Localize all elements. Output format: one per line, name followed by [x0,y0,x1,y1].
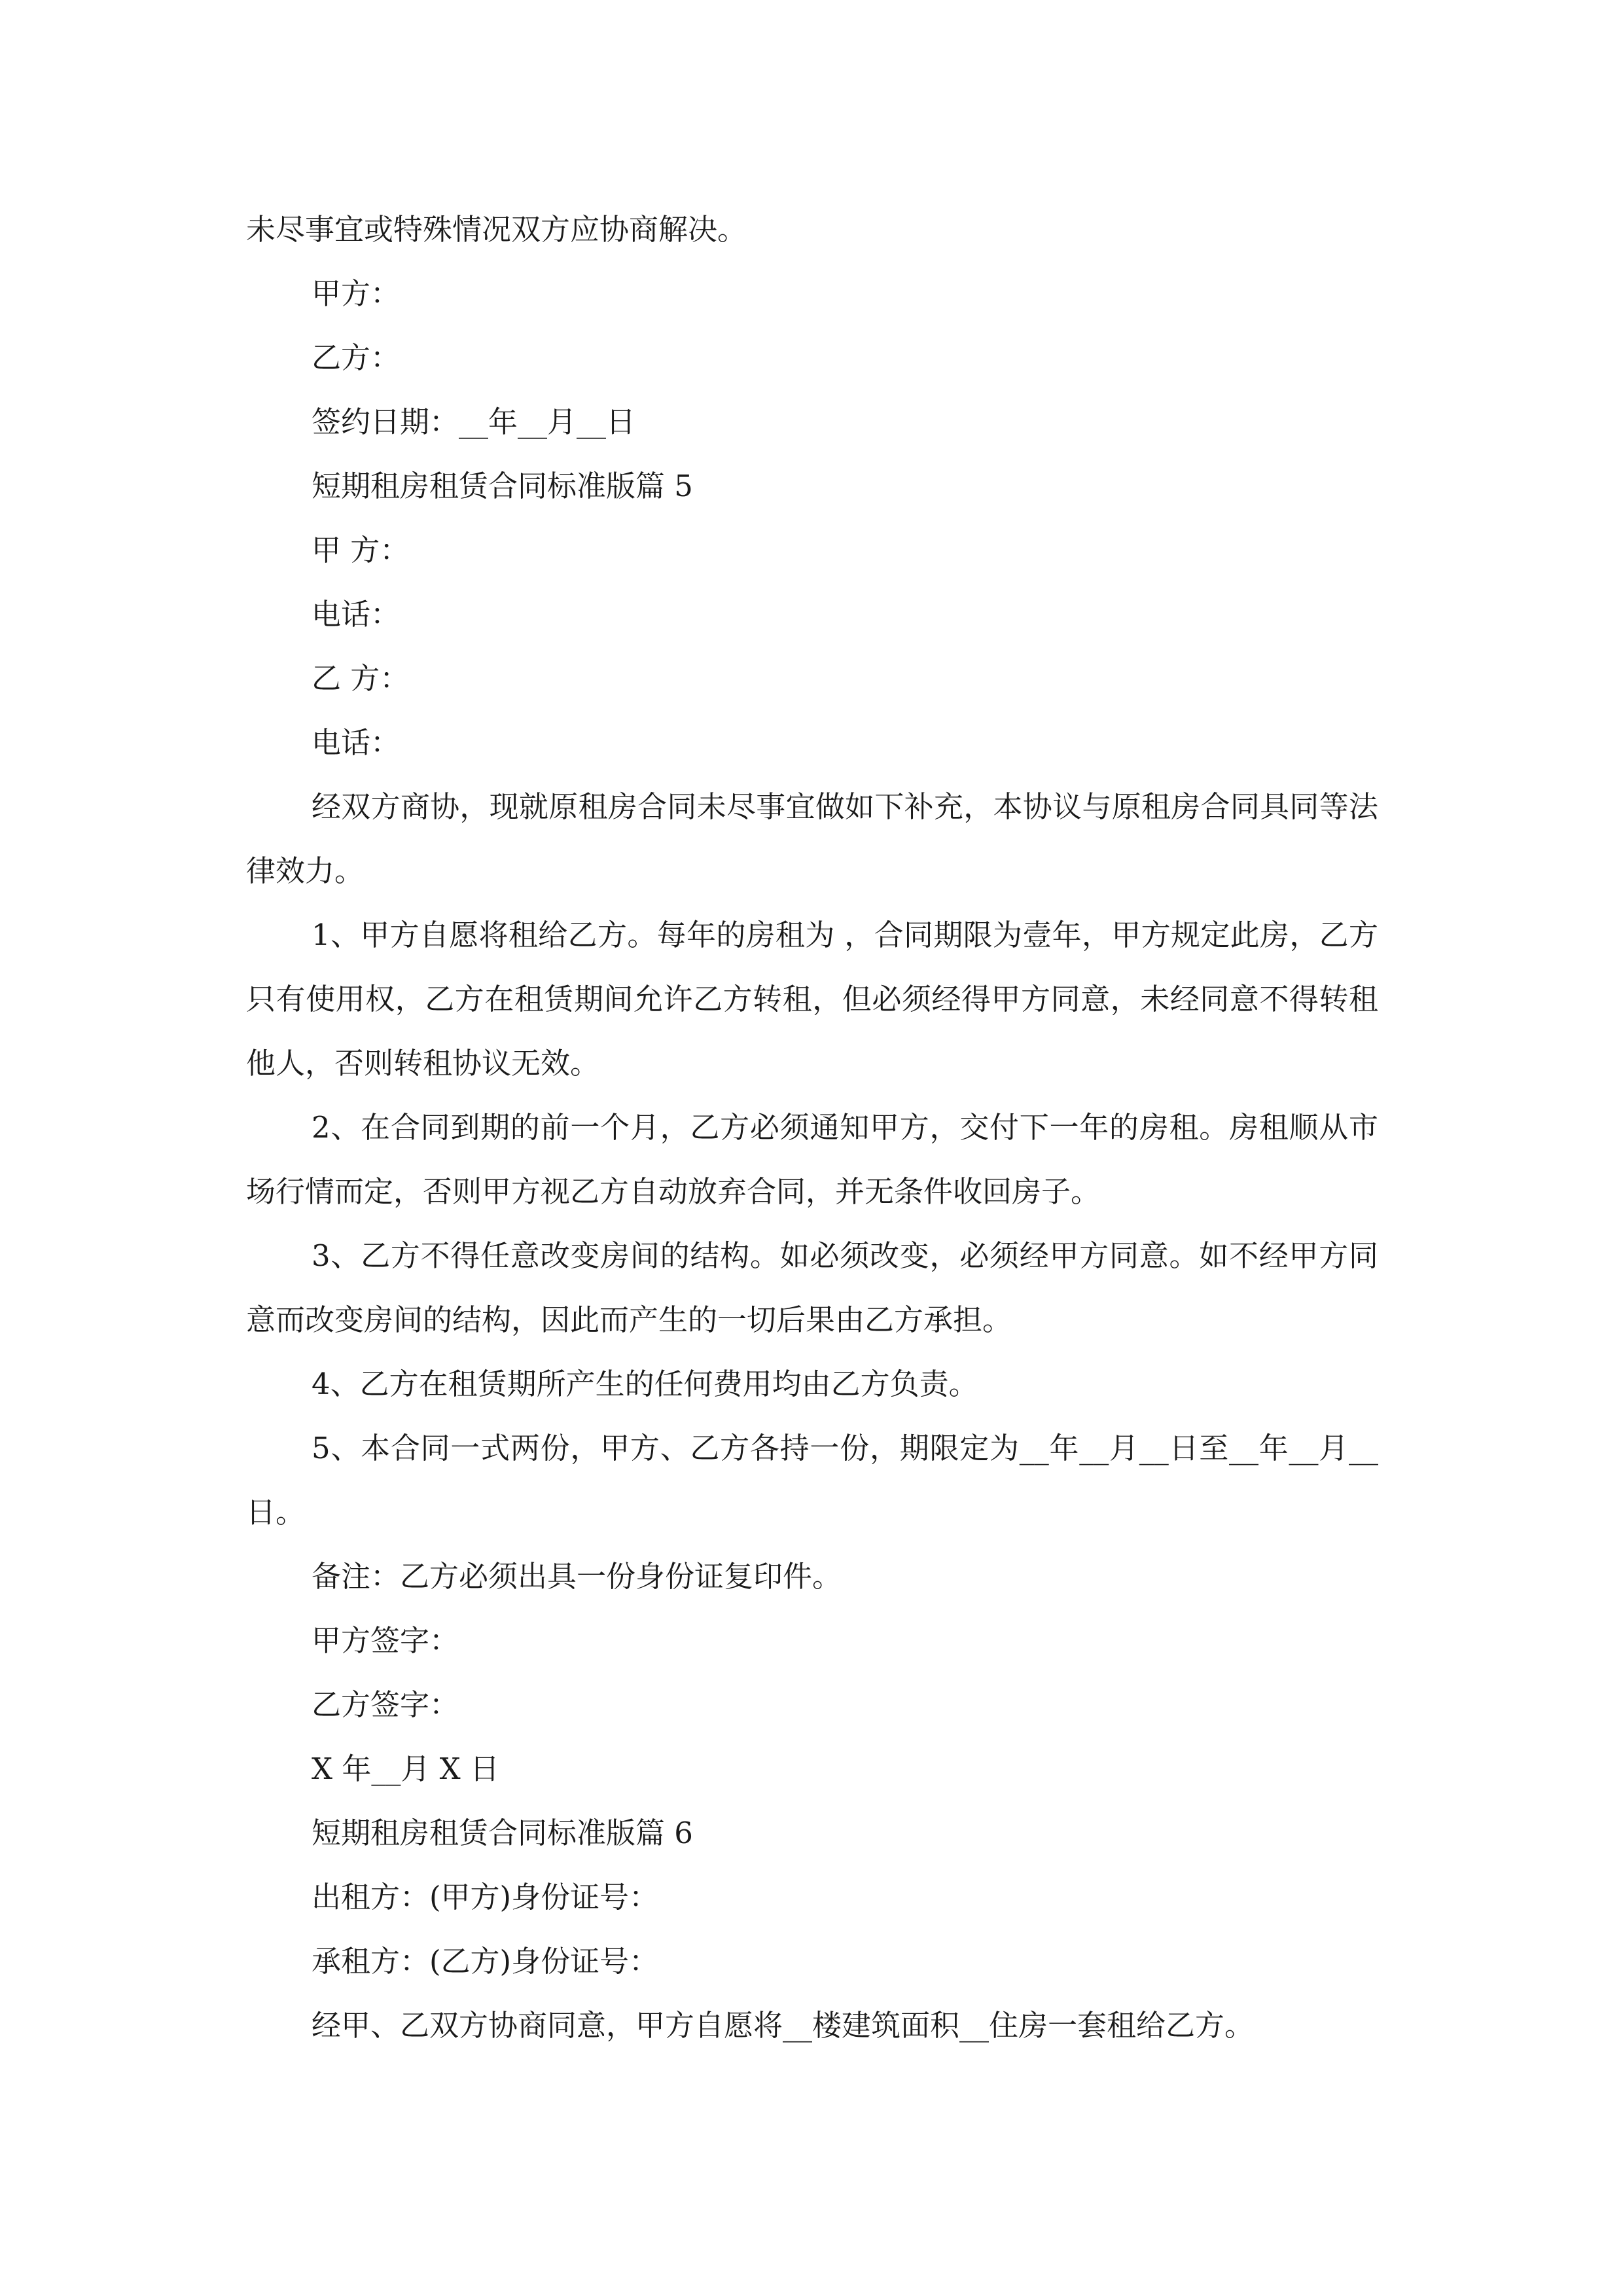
party-a-signature: 甲方签字： [312,1623,459,1658]
clause-4: 4、乙方在租赁期所产生的任何费用均由乙方负责。 [312,1367,978,1401]
lessee-line: 承租方：(乙方)身份证号： [312,1944,659,1979]
party-b-label: 乙 方： [312,661,410,696]
signature-date: X 年__月 X 日 [312,1751,499,1786]
remarks-line: 备注：乙方必须出具一份身份证复印件。 [312,1559,842,1594]
paragraph-closing-clause: 未尽事宜或特殊情况双方应协商解决。 [246,212,747,247]
clause-3: 3、乙方不得任意改变房间的结构。如必须改变，必须经甲方同意。如不经甲方同意而改变房间的结构，因此而产生的一切后果由乙方承担。 [246,1238,1378,1337]
party-b-signature: 乙方签字： [312,1687,459,1722]
clause-1: 1、甲方自愿将租给乙方。每年的房租为 ，合同期限为壹年，甲方规定此房，乙方只有使用权，乙方在租赁期间允许乙方转租，但必须经得甲方同意，未经同意不得转租他人，否则转租协议无效。 [246,918,1378,1081]
signing-date-line: 签约日期：__年__月__日 [312,404,636,439]
party-a-label: 甲 方： [312,533,410,567]
party-a-line: 甲方： [312,276,401,311]
section-heading-5: 短期租房租赁合同标准版篇 5 [312,469,693,503]
lessor-line: 出租方：(甲方)身份证号： [312,1880,659,1914]
paragraph-agreement: 经甲、乙双方协商同意，甲方自愿将__楼建筑面积__住房一套租给乙方。 [312,2008,1255,2043]
clause-2: 2、在合同到期的前一个月，乙方必须通知甲方，交付下一年的房租。房租顺从市场行情而定，否则甲方视乙方自动放弃合同，并无条件收回房子。 [246,1110,1378,1209]
paragraph-intro: 经双方商协，现就原租房合同未尽事宜做如下补充，本协议与原租房合同具同等法律效力。 [246,789,1378,888]
clause-5: 5、本合同一式两份，甲方、乙方各持一份，期限定为__年__月__日至__年__月__日。 [246,1431,1378,1530]
party-a-phone: 电话： [312,597,401,632]
document-body [246,198,1378,2058]
party-b-line: 乙方： [312,340,401,375]
section-heading-6: 短期租房租赁合同标准版篇 6 [312,1816,693,1850]
party-b-phone: 电话： [312,725,401,760]
